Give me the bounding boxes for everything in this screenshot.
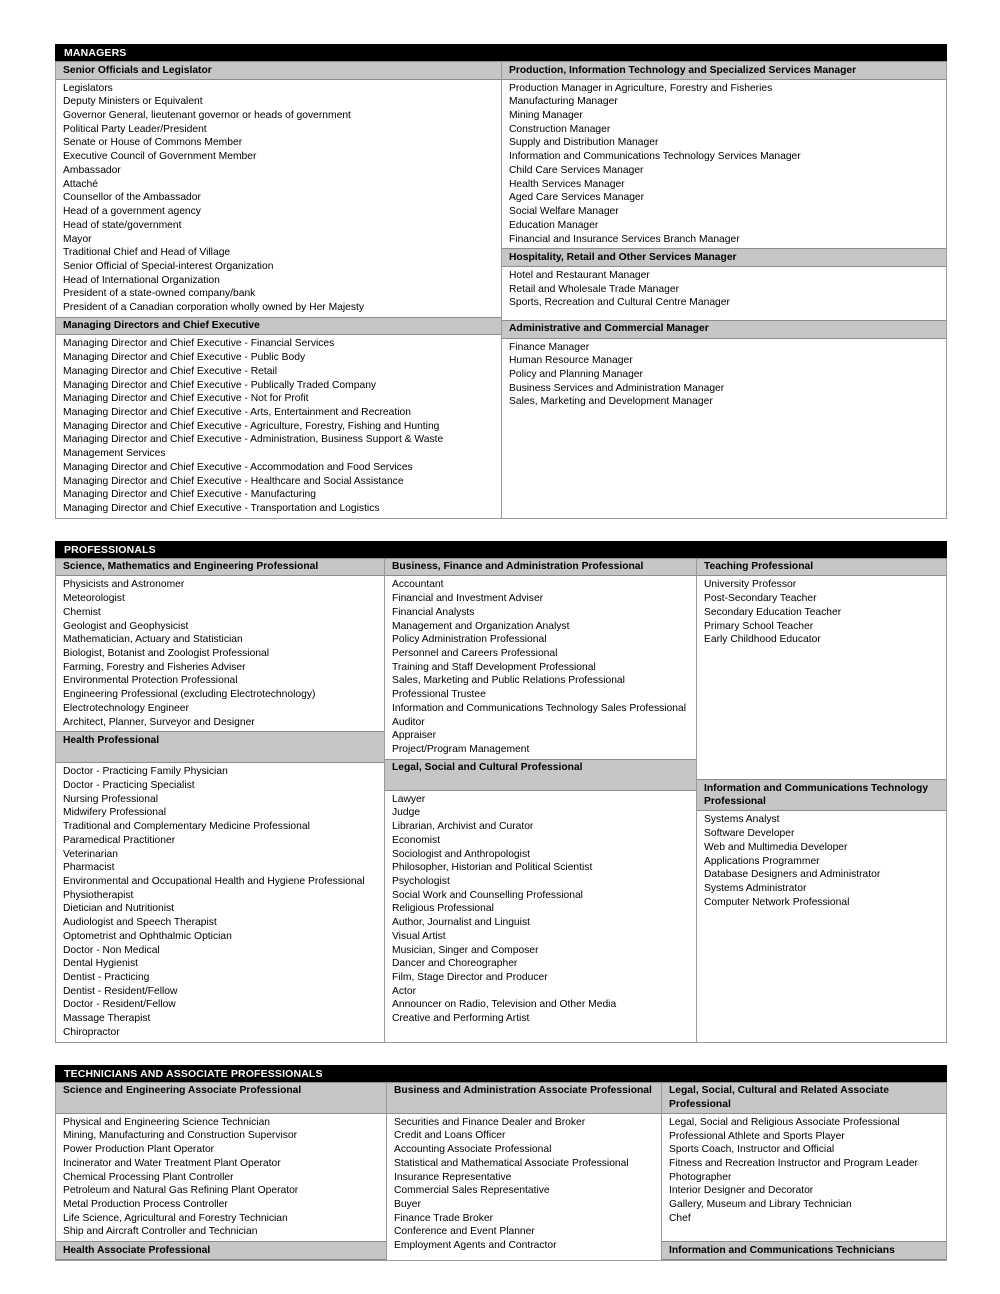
list-item: Nursing Professional xyxy=(63,793,159,805)
list-item: Managing Director and Chief Executive - Publically Traded Company xyxy=(63,379,377,391)
group-items xyxy=(385,576,696,758)
list-item: Managing Director and Chief Executive - Administration, Business Support & Waste xyxy=(63,434,444,446)
table-managers xyxy=(55,44,947,519)
list-item: Health Services Manager xyxy=(509,178,625,190)
list-item: Managing Director and Chief Executive - Agriculture, Forestry, Fishing and Hunting xyxy=(63,420,440,432)
list-item: Incinerator and Water Treatment Plant Operator xyxy=(63,1157,281,1169)
group-items xyxy=(56,1114,386,1241)
list-item: Economist xyxy=(392,834,441,846)
list-item: Appraiser xyxy=(392,730,437,742)
list-item: Financial Analysts xyxy=(392,606,475,618)
list-item: University Professor xyxy=(704,579,797,591)
list-item: Secondary Education Teacher xyxy=(704,606,842,618)
list-item: Farming, Forestry and Fisheries Adviser xyxy=(63,661,246,673)
group xyxy=(56,317,501,518)
list-item: Senate or House of Commons Member xyxy=(63,137,243,149)
table-columns xyxy=(55,61,947,519)
list-item: Construction Manager xyxy=(509,123,611,135)
list-item: Political Party Leader/President xyxy=(63,123,207,135)
group-items xyxy=(697,811,946,911)
group xyxy=(56,61,501,317)
list-item: Philosopher, Historian and Political Scientist xyxy=(392,862,593,874)
group-heading: Health Associate Professional xyxy=(56,1241,386,1260)
list-item: Professional Trustee xyxy=(392,689,486,701)
list-item: Psychologist xyxy=(392,876,450,887)
group-heading: Legal, Social, Cultural and Related Associate Professional xyxy=(662,1082,946,1114)
list-item: Dentist - Resident/Fellow xyxy=(63,985,178,997)
list-item: Managing Director and Chief Executive - Healthcare and Social Assistance xyxy=(63,475,404,487)
group-items xyxy=(502,267,946,312)
group xyxy=(502,248,946,312)
list-item: Judge xyxy=(392,807,421,819)
list-item: Mayor xyxy=(63,233,92,245)
list-item: Training and Staff Development Professional xyxy=(392,661,596,673)
group-items xyxy=(502,339,946,412)
group xyxy=(56,731,384,1041)
list-item: Managing Director and Chief Executive - Arts, Entertainment and Recreation xyxy=(63,407,411,418)
group-heading: Teaching Professional xyxy=(697,558,946,577)
list-item: Securities and Finance Dealer and Broker xyxy=(394,1116,586,1128)
list-item: Personnel and Careers Professional xyxy=(392,647,558,659)
list-item: Photographer xyxy=(669,1171,732,1183)
list-item: Systems Analyst xyxy=(704,814,780,826)
list-item: Supply and Distribution Manager xyxy=(509,137,659,149)
list-item: Ship and Aircraft Controller and Technician xyxy=(63,1226,258,1238)
group xyxy=(56,558,384,732)
list-item: Physiotherapist xyxy=(63,889,134,901)
list-item: Chef xyxy=(669,1212,691,1224)
group-items xyxy=(502,80,946,249)
section-band-managers: MANAGERS xyxy=(55,44,947,61)
group xyxy=(385,759,696,1028)
list-item: Interior Designer and Decorator xyxy=(669,1185,814,1197)
section-band-professionals: PROFESSIONALS xyxy=(55,541,947,558)
list-item: Auditor xyxy=(392,716,425,728)
list-item: Dancer and Choreographer xyxy=(392,958,518,970)
list-item: Database Designers and Administrator xyxy=(704,869,881,881)
list-item: Power Production Plant Operator xyxy=(63,1144,215,1156)
list-item: Visual Artist xyxy=(392,930,446,942)
column-filler xyxy=(385,1028,696,1042)
group xyxy=(502,61,946,248)
group-heading: Legal, Social and Cultural Professional xyxy=(385,759,696,791)
group-items xyxy=(56,576,384,731)
list-item: Early Childhood Educator xyxy=(704,634,821,646)
list-item: Policy Administration Professional xyxy=(392,634,547,646)
list-item: Professional Athlete and Sports Player xyxy=(669,1130,845,1142)
list-item: Attaché xyxy=(63,178,98,190)
list-item: Petroleum and Natural Gas Refining Plant Operator xyxy=(63,1185,299,1197)
list-item: Chemist xyxy=(63,606,101,618)
list-item: Life Science, Agricultural and Forestry Technician xyxy=(63,1212,288,1224)
list-item: Metal Production Process Controller xyxy=(63,1198,228,1210)
list-item: Manufacturing Manager xyxy=(509,96,618,108)
list-item: Computer Network Professional xyxy=(704,896,850,908)
group-items xyxy=(387,1114,661,1255)
list-item: Accountant xyxy=(392,579,444,591)
list-item: Financial and Insurance Services Branch Manager xyxy=(509,233,740,245)
list-item: Counsellor of the Ambassador xyxy=(63,192,201,204)
list-item: Optometrist and Ophthalmic Optician xyxy=(63,930,232,942)
list-item: Web and Multimedia Developer xyxy=(704,841,848,853)
group xyxy=(502,320,946,411)
list-item: Managing Director and Chief Executive - Transportation and Logistics xyxy=(63,503,380,515)
list-item: Head of state/government xyxy=(63,219,182,231)
group-heading: Managing Directors and Chief Executive xyxy=(56,317,501,336)
list-item: Social Work and Counselling Professional xyxy=(392,889,583,901)
list-item: Social Welfare Manager xyxy=(509,206,619,218)
list-item: Retail and Wholesale Trade Manager xyxy=(509,283,679,295)
group xyxy=(662,1082,946,1228)
list-item: Midwifery Professional xyxy=(63,807,167,819)
table-column xyxy=(386,1082,661,1260)
group xyxy=(56,1082,386,1241)
list-item: Engineering Professional (excluding Electrotechnology) xyxy=(63,689,316,701)
list-item: Architect, Planner, Surveyor and Designer xyxy=(63,716,255,728)
list-item: Mining, Manufacturing and Construction Supervisor xyxy=(63,1130,298,1142)
list-item: Accounting Associate Professional xyxy=(394,1144,552,1156)
list-item: Sales, Marketing and Development Manager xyxy=(509,396,713,408)
list-item: Managing Director and Chief Executive - Not for Profit xyxy=(63,393,309,405)
table-column xyxy=(696,558,946,1042)
list-item: Managing Director and Chief Executive - Retail xyxy=(63,365,278,377)
list-item: Insurance Representative xyxy=(394,1171,512,1183)
list-item: Doctor - Practicing Specialist xyxy=(63,779,195,791)
group-heading: Business and Administration Associate Professional xyxy=(387,1082,661,1114)
list-item: Mathematician, Actuary and Statistician xyxy=(63,634,243,646)
list-item: Managing Director and Chief Executive - Public Body xyxy=(63,352,306,364)
list-item: Sales, Marketing and Public Relations Professional xyxy=(392,675,625,687)
table-column xyxy=(56,558,384,1042)
list-item: Applications Programmer xyxy=(704,855,820,867)
group xyxy=(662,1241,946,1260)
list-item: Management and Organization Analyst xyxy=(392,620,570,632)
list-item: Doctor - Practicing Family Physician xyxy=(63,766,228,778)
list-item: Hotel and Restaurant Manager xyxy=(509,269,650,281)
list-item: Child Care Services Manager xyxy=(509,164,644,176)
list-item: Business Services and Administration Manager xyxy=(509,382,725,394)
list-item: Gallery, Museum and Library Technician xyxy=(669,1199,852,1211)
group-heading: Business, Finance and Administration Professional xyxy=(385,558,696,577)
list-item: Financial and Investment Adviser xyxy=(392,593,544,605)
list-item: Project/Program Management xyxy=(392,743,530,755)
list-item: Governor General, lieutenant governor or heads of government xyxy=(63,110,351,122)
list-item: Managing Director and Chief Executive - Financial Services xyxy=(63,338,335,350)
group-heading: Health Professional xyxy=(56,731,384,763)
list-item: Employment Agents and Contractor xyxy=(394,1240,557,1252)
list-item: Actor xyxy=(392,985,417,997)
list-item: Human Resource Manager xyxy=(509,355,633,367)
document-body xyxy=(55,44,947,1283)
group xyxy=(697,558,946,649)
group xyxy=(56,1241,386,1260)
group-items xyxy=(56,80,501,317)
list-item: Traditional and Complementary Medicine Professional xyxy=(63,821,310,833)
list-item: Education Manager xyxy=(509,219,599,231)
list-item: Mining Manager xyxy=(509,110,583,122)
list-item: Dentist - Practicing xyxy=(63,972,150,984)
list-item: President of a state-owned company/bank xyxy=(63,288,256,300)
list-item: Dietician and Nutritionist xyxy=(63,903,175,915)
group xyxy=(385,558,696,759)
list-item: Doctor - Resident/Fellow xyxy=(63,999,176,1011)
list-item: Ambassador xyxy=(63,164,121,176)
group xyxy=(697,779,946,911)
list-item: Geologist and Geophysicist xyxy=(63,620,189,632)
list-item: Fitness and Recreation Instructor and Program Leader xyxy=(669,1157,918,1169)
list-item: Production Manager in Agriculture, Forestry and Fisheries xyxy=(509,82,773,94)
group-items xyxy=(697,576,946,649)
group-items xyxy=(56,763,384,1041)
group-items xyxy=(56,335,501,517)
list-item: Librarian, Archivist and Curator xyxy=(392,821,534,833)
list-item: Deputy Ministers or Equivalent xyxy=(63,96,203,108)
list-item: Post-Secondary Teacher xyxy=(704,593,817,605)
column-gap xyxy=(502,312,946,320)
group-heading: Information and Communications Technology Professional xyxy=(697,779,946,811)
list-item: Managing Director and Chief Executive - Accommodation and Food Services xyxy=(63,461,413,473)
list-item: Sports, Recreation and Cultural Centre Manager xyxy=(509,297,730,309)
list-item: Chemical Processing Plant Controller xyxy=(63,1171,234,1183)
list-item: Software Developer xyxy=(704,828,795,840)
list-item: Commercial Sales Representative xyxy=(394,1185,550,1197)
list-item: Finance Manager xyxy=(509,341,590,353)
list-item: Information and Communications Technology Services Manager xyxy=(509,151,801,163)
column-filler xyxy=(502,411,946,518)
list-item: Audiologist and Speech Therapist xyxy=(63,917,217,929)
list-item: Film, Stage Director and Producer xyxy=(392,972,548,984)
group-heading: Administrative and Commercial Manager xyxy=(502,320,946,339)
table-column xyxy=(56,61,501,518)
list-item: Pharmacist xyxy=(63,862,115,874)
list-item: Management Services xyxy=(63,448,166,460)
list-item: Electrotechnology Engineer xyxy=(63,702,189,714)
list-item: Legal, Social and Religious Associate Professional xyxy=(669,1116,900,1128)
list-item: Aged Care Services Manager xyxy=(509,192,645,204)
list-item: Doctor - Non Medical xyxy=(63,944,160,956)
table-columns xyxy=(55,558,947,1043)
list-item: Policy and Planning Manager xyxy=(509,369,643,380)
list-item: Sports Coach, Instructor and Official xyxy=(669,1144,835,1156)
list-item: Environmental Protection Professional xyxy=(63,675,238,687)
list-item: Legislators xyxy=(63,82,113,94)
table-column xyxy=(661,1082,946,1260)
list-item: Systems Administrator xyxy=(704,882,807,894)
section-band-technicians: TECHNICIANS AND ASSOCIATE PROFESSIONALS xyxy=(55,1065,947,1082)
list-item: Finance Trade Broker xyxy=(394,1212,494,1224)
list-item: Head of International Organization xyxy=(63,274,220,286)
table-column xyxy=(501,61,946,518)
list-item: Meteorologist xyxy=(63,593,125,605)
column-filler xyxy=(697,649,946,779)
list-item: Credit and Loans Officer xyxy=(394,1130,506,1142)
list-item: Buyer xyxy=(394,1198,421,1210)
list-item: Dental Hygienist xyxy=(63,958,138,970)
list-item: Physicists and Astronomer xyxy=(63,579,185,591)
list-item: Veterinarian xyxy=(63,848,118,860)
list-item: Biologist, Botanist and Zoologist Professional xyxy=(63,647,270,659)
column-filler xyxy=(697,911,946,1041)
list-item: Information and Communications Technology Sales Professional xyxy=(392,702,687,714)
group-heading: Hospitality, Retail and Other Services Manager xyxy=(502,248,946,267)
list-item: Sociologist and Anthropologist xyxy=(392,848,530,860)
list-item: Traditional Chief and Head of Village xyxy=(63,247,231,259)
table-technicians xyxy=(55,1065,947,1261)
group-items xyxy=(385,791,696,1028)
group-items xyxy=(662,1114,946,1228)
group-heading: Production, Information Technology and Specialized Services Manager xyxy=(502,61,946,80)
list-item: Paramedical Practitioner xyxy=(63,834,176,846)
list-item: Massage Therapist xyxy=(63,1013,151,1025)
list-item: Head of a government agency xyxy=(63,206,201,218)
group-heading: Science and Engineering Associate Professional xyxy=(56,1082,386,1114)
list-item: President of a Canadian corporation wholly owned by Her Majesty xyxy=(63,302,365,314)
group-heading: Information and Communications Technicians xyxy=(662,1241,946,1260)
table-column xyxy=(384,558,696,1042)
table-column xyxy=(56,1082,386,1260)
list-item: Senior Official of Special-interest Organization xyxy=(63,260,274,272)
list-item: Primary School Teacher xyxy=(704,620,814,632)
table-columns xyxy=(55,1082,947,1261)
list-item: Author, Journalist and Linguist xyxy=(392,917,530,929)
list-item: Conference and Event Planner xyxy=(394,1226,535,1238)
group-heading: Senior Officials and Legislator xyxy=(56,61,501,80)
list-item: Physical and Engineering Science Technician xyxy=(63,1116,271,1128)
group-heading: Science, Mathematics and Engineering Professional xyxy=(56,558,384,577)
list-item: Chiropractor xyxy=(63,1026,120,1038)
list-item: Creative and Performing Artist xyxy=(392,1013,530,1025)
list-item: Executive Council of Government Member xyxy=(63,151,257,163)
list-item: Announcer on Radio, Television and Other Media xyxy=(392,999,617,1011)
table-professionals xyxy=(55,541,947,1043)
column-filler xyxy=(662,1228,946,1242)
list-item: Musician, Singer and Composer xyxy=(392,944,539,956)
list-item: Environmental and Occupational Health and Hygiene Professional xyxy=(63,876,365,887)
list-item: Statistical and Mathematical Associate Professional xyxy=(394,1157,629,1169)
list-item: Religious Professional xyxy=(392,903,494,915)
group xyxy=(387,1082,661,1255)
list-item: Managing Director and Chief Executive - Manufacturing xyxy=(63,489,316,501)
list-item: Lawyer xyxy=(392,793,426,805)
